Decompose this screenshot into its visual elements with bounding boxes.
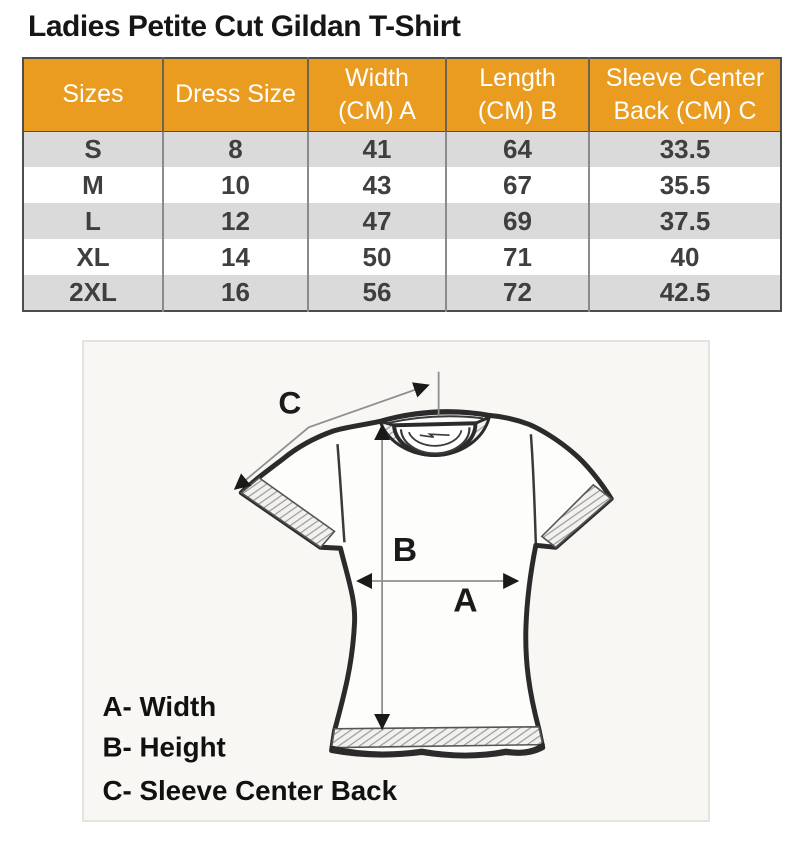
table-row [23,203,781,239]
size-table-header [23,58,781,131]
size-table [22,57,782,312]
table-cell: 12 [163,203,308,239]
table-cell: 69 [446,203,589,239]
legend-b-height: B- Height [102,731,226,763]
table-cell: 47 [308,203,446,239]
table-row [23,275,781,311]
table-cell: 33.5 [589,131,781,167]
header-sleeve-center-back: Sleeve Center Back (CM) C [589,58,781,131]
label-a: A [453,581,478,620]
tshirt-outline [241,412,611,756]
table-cell: 14 [163,239,308,275]
tshirt-diagram-svg [84,342,708,820]
table-cell: 56 [308,275,446,311]
table-cell: 67 [446,167,589,203]
label-b: B [392,531,418,570]
table-cell: 40 [589,239,781,275]
table-cell: S [84,133,102,164]
table-cell: XL [76,241,110,272]
table-cell: 10 [163,167,308,203]
size-table-body [23,131,781,311]
page-title: Ladies Petite Cut Gildan T-Shirt [28,10,461,43]
table-row [23,131,781,167]
table-cell: 72 [446,275,589,311]
legend-c-sleeve-center-back: C- Sleeve Center Back [102,775,398,807]
hem-band-rib [332,727,543,748]
table-cell: 8 [163,131,308,167]
table-cell: 41 [308,131,446,167]
table-cell: 2XL [69,277,117,307]
header-row [23,58,781,131]
label-c: C [278,384,302,421]
legend-a-width: A- Width [102,690,217,722]
table-cell: 35.5 [589,167,781,203]
table-row [23,239,781,275]
header-length: Length (CM) B [446,58,589,131]
table-cell: L [85,205,101,236]
header-sizes: Sizes [23,58,163,131]
table-cell: 42.5 [589,275,781,311]
tshirt-measurement-diagram [82,340,710,822]
table-cell: 16 [163,275,308,311]
table-cell: 71 [446,239,589,275]
table-cell: 64 [446,131,589,167]
table-cell: 43 [308,167,446,203]
header-width: Width (CM) A [308,58,446,131]
table-row [23,167,781,203]
table-cell: 50 [308,239,446,275]
table-cell: 37.5 [589,203,781,239]
table-cell: M [82,169,104,200]
header-dress-size: Dress Size [163,58,308,131]
